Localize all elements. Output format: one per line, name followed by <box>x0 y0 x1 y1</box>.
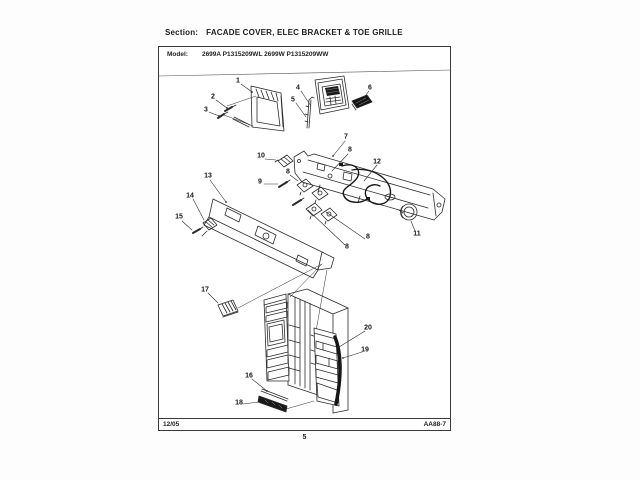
callout-9: 9 <box>258 178 262 186</box>
callout-11: 11 <box>413 230 421 238</box>
callout-6: 6 <box>368 84 372 92</box>
callout-18: 18 <box>235 399 243 407</box>
callout-13: 13 <box>204 172 212 180</box>
callout-8: 8 <box>345 243 349 251</box>
model-label: Model: <box>167 51 188 58</box>
drawing-sheet-frame <box>158 46 451 431</box>
section-label: Section: <box>165 28 199 37</box>
callout-8: 8 <box>366 233 370 241</box>
callout-8: 8 <box>286 168 290 176</box>
callout-8: 8 <box>348 146 352 154</box>
footer-date: 12/05 <box>163 421 180 428</box>
footer-divider <box>159 418 450 419</box>
callout-15: 15 <box>175 213 183 221</box>
page-number: 5 <box>302 434 307 441</box>
model-row <box>167 51 328 58</box>
callout-4: 4 <box>296 84 300 92</box>
callout-17: 17 <box>201 286 209 294</box>
callout-1: 1 <box>236 77 240 85</box>
callout-10: 10 <box>257 152 265 160</box>
section-header <box>165 28 465 37</box>
callout-5: 5 <box>291 96 295 104</box>
callout-3: 3 <box>204 106 208 114</box>
model-value: 2699A P1315209WL 2699W P1315209WW <box>201 51 329 58</box>
footer-doc-code: AA88-7 <box>423 421 446 428</box>
callout-14: 14 <box>186 192 194 200</box>
callout-16: 16 <box>245 372 253 380</box>
callout-19: 19 <box>361 346 369 354</box>
section-title: FACADE COVER, ELEC BRACKET & TOE GRILLE <box>206 28 403 37</box>
callout-20: 20 <box>364 324 372 332</box>
callout-12: 12 <box>373 158 381 166</box>
callout-2: 2 <box>211 93 215 101</box>
callout-7: 7 <box>344 133 348 141</box>
